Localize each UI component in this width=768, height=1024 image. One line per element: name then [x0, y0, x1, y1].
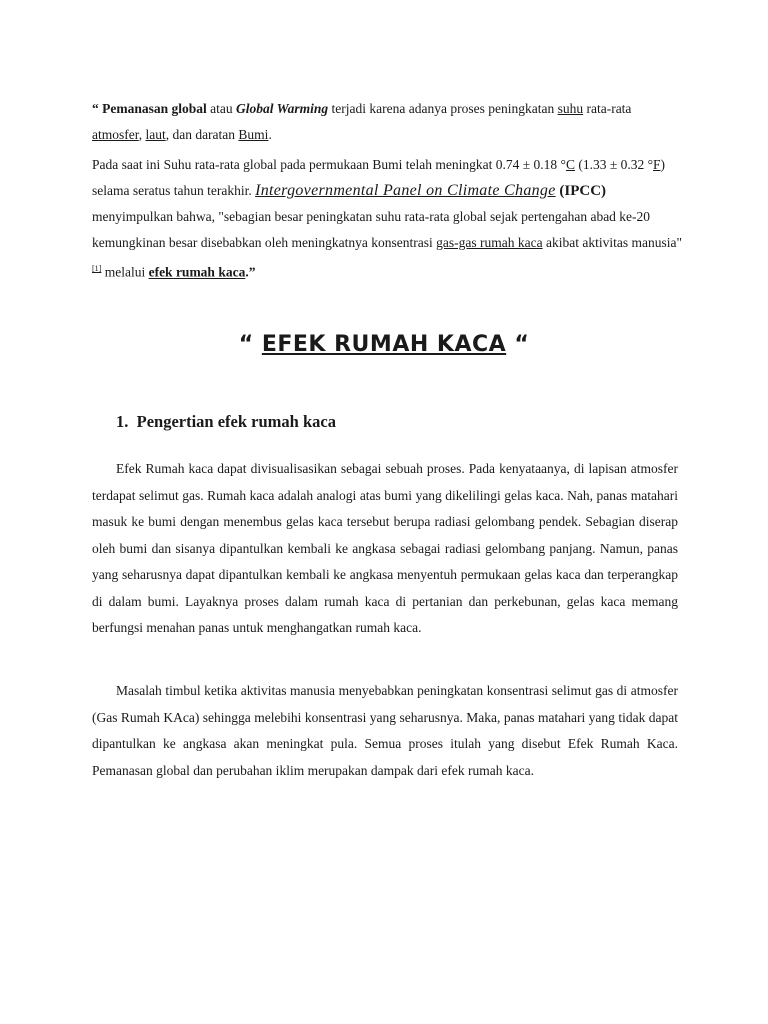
- link-bumi[interactable]: Bumi: [238, 127, 269, 142]
- title-close-quote: “: [506, 332, 530, 357]
- page-title: [0, 332, 768, 357]
- intro-text: terjadi karena adanya proses peningkatan: [328, 101, 558, 116]
- link-atmosfer[interactable]: atmosfer: [92, 127, 139, 142]
- title-open-quote: “: [238, 332, 262, 357]
- intro-text: , dan daratan: [165, 127, 239, 142]
- link-celsius[interactable]: C: [565, 157, 575, 172]
- term-global-warming: Global Warming: [236, 101, 329, 116]
- section-heading-text: Pengertian efek rumah kaca: [136, 412, 336, 431]
- ipcc-text: menyimpulkan bahwa, "sebagian besar peningkatan suhu rata-rata global sejak pertengahan abad ke-20 kemungkinan besar disebabkan oleh meningkatnya konsentrasi: [92, 209, 651, 250]
- title-text: EFEK RUMAH KACA: [261, 332, 507, 357]
- intro-text: atau: [206, 101, 237, 116]
- reference-link[interactable]: [1]: [92, 264, 102, 273]
- link-suhu[interactable]: suhu: [557, 101, 584, 116]
- ipcc-paragraph: [92, 152, 684, 286]
- link-efek-rumah-kaca[interactable]: efek rumah kaca: [148, 264, 246, 280]
- ipcc-abbreviation: (IPCC): [555, 183, 607, 199]
- intro-text: ,: [138, 127, 146, 142]
- ipcc-text: ) selama seratus tahun terakhir.: [92, 157, 666, 198]
- ipcc-text: (1.33 ± 0.32 °: [574, 157, 654, 172]
- link-laut[interactable]: laut: [145, 127, 166, 142]
- ipcc-text: Pada saat ini Suhu rata-rata global pada permukaan Bumi telah meningkat 0.74 ± 0.18 °: [92, 157, 566, 172]
- body-paragraph-1: Efek Rumah kaca dapat divisualisasikan sebagai sebuah proses. Pada kenyataanya, di lapisan atmosfer terdapat selimut gas. Rumah kaca adalah analogi atas bumi yang dikelilingi gelas kaca. Nah, panas matahari masuk ke bumi dengan menembus gelas kaca tersebut berupa radiasi gelombang pendek. Sebagian diserap oleh bumi dan sisanya dipantulkan kembali ke angkasa sebagai radiasi gelombang panjang. Namun, panas yang seharusnya dapat dipantulkan kembali ke angkasa menyentuh permukaan gelas kaca dan terperangkap di dalam bumi. Layaknya proses dalam rumah kaca di pertanian dan perkebunan, gelas kaca memang berfungsi menahan panas untuk menghangatkan rumah kaca.: [92, 461, 678, 635]
- ipcc-text: akibat aktivitas manusia": [542, 235, 682, 250]
- closing-quote: .”: [245, 264, 256, 280]
- open-quote: “: [92, 101, 103, 116]
- link-ipcc[interactable]: Intergovernmental Panel on Climate Change: [255, 182, 556, 199]
- body-paragraph-2: Masalah timbul ketika aktivitas manusia menyebabkan peningkatan konsentrasi selimut gas di atmosfer (Gas Rumah KAca) sehingga melebihi konsentrasi yang seharusnya. Maka, panas matahari yang tidak dapat dipantulkan ke angkasa akan meningkat pula. Semua proses itulah yang disebut Efek Rumah Kaca. Pemanasan global dan perubahan iklim merupakan dampak dari efek rumah kaca.: [92, 683, 678, 778]
- intro-paragraph: [92, 96, 684, 148]
- link-fahrenheit[interactable]: F: [653, 157, 661, 172]
- section-number: 1.: [116, 412, 129, 431]
- link-gas-rumah-kaca[interactable]: gas-gas rumah kaca: [436, 235, 543, 250]
- ipcc-text: melalui: [101, 264, 149, 280]
- intro-text: .: [268, 127, 272, 142]
- section-heading: [116, 412, 336, 432]
- term-pemanasan-global: Pemanasan global: [102, 101, 207, 116]
- intro-text: rata-rata: [583, 101, 632, 116]
